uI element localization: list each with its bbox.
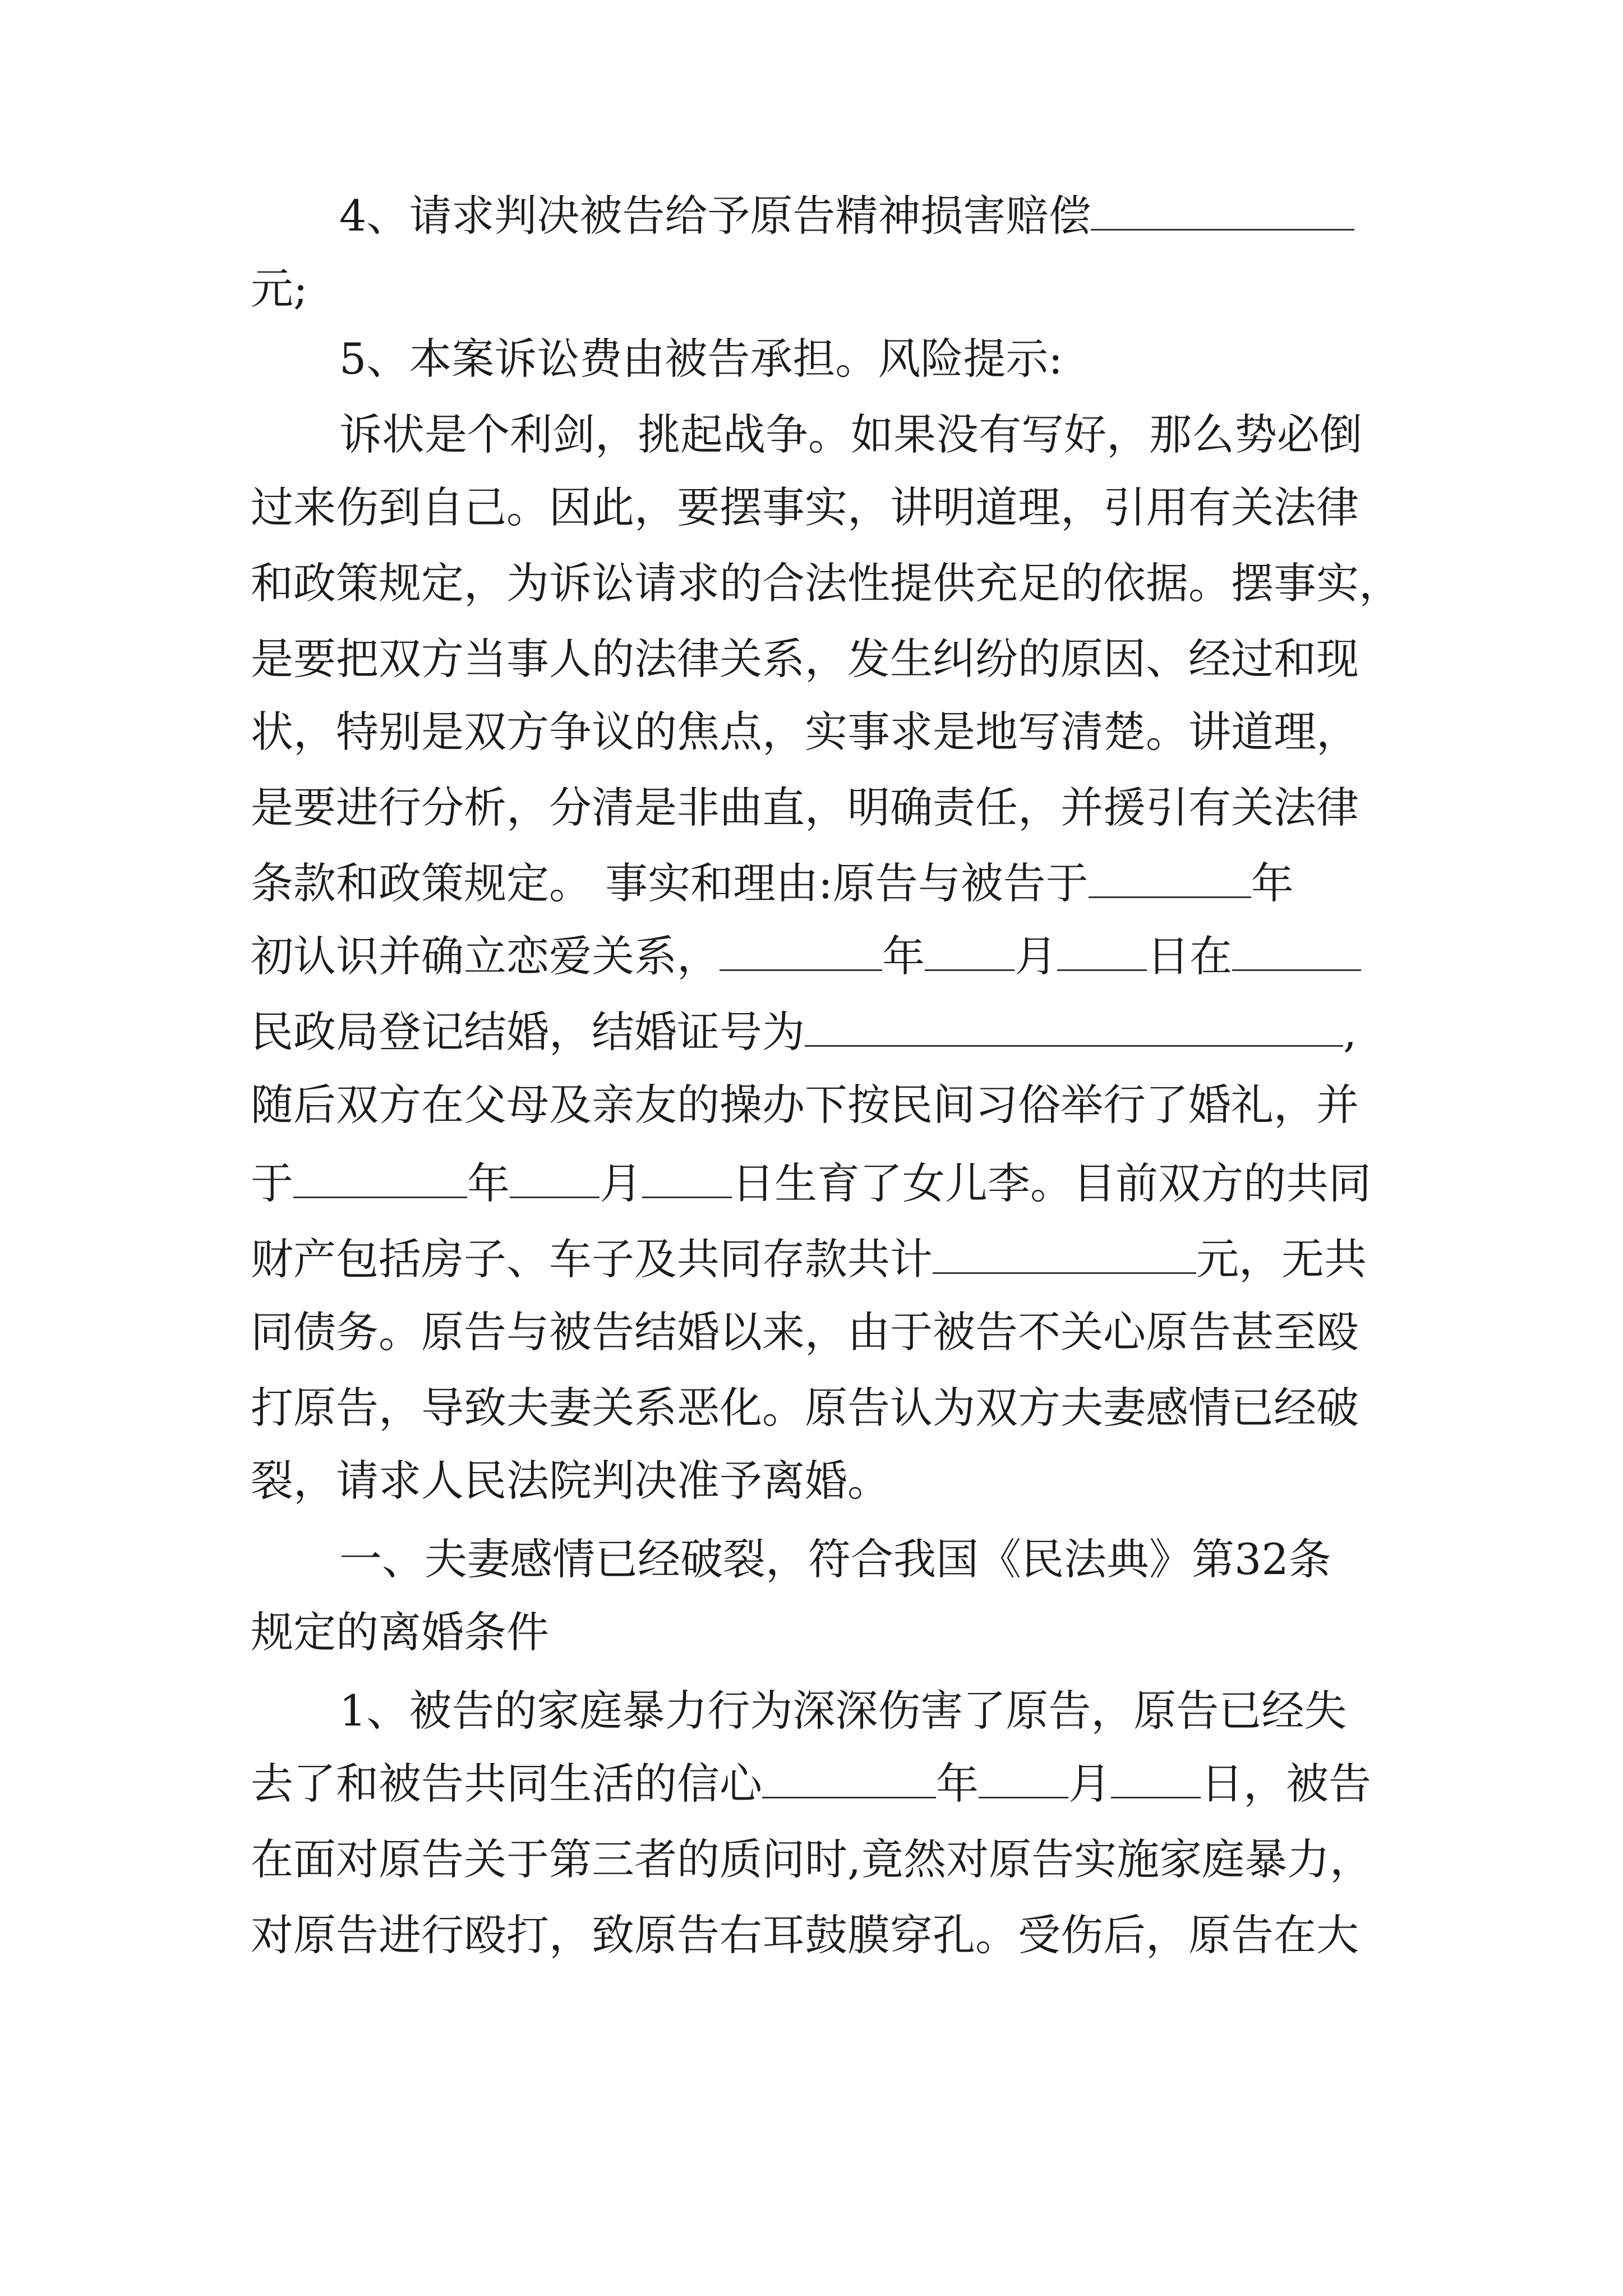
fill-in-blank: [762, 1756, 936, 1798]
fill-in-blank: [510, 1156, 600, 1198]
fill-in-blank: [979, 1756, 1068, 1798]
text-segment: 日，被告: [1201, 1759, 1371, 1809]
text-segment: 是要进行分析，分清是非曲直，明确责任，并援引有关法律: [251, 783, 1359, 832]
text-line: [251, 1442, 1372, 1520]
text-line: [251, 769, 1372, 847]
text-segment: 条款和政策规定。 事实和理由:原告与被告于: [251, 858, 1089, 908]
text-segment: 于: [251, 1158, 293, 1208]
text-segment: 元;: [251, 264, 308, 314]
text-line: [339, 320, 1461, 398]
text-segment: 去了和被告共同生活的信心: [251, 1759, 762, 1809]
text-segment: 年: [882, 931, 925, 981]
text-segment: 初认识并确立恋爱关系，: [251, 931, 720, 981]
text-segment: 是要把双方当事人的法律关系，发生纠纷的原因、经过和现: [251, 634, 1359, 684]
text-segment: 1、被告的家庭暴力行为深深伤害了原告，原告已经失: [339, 1686, 1347, 1736]
text-line: [251, 468, 1372, 547]
text-line: [251, 1369, 1372, 1447]
text-line: [251, 1896, 1372, 1975]
text-line: [251, 544, 1401, 623]
fill-in-blank: [1111, 1756, 1201, 1798]
fill-in-blank: [805, 1005, 1343, 1047]
text-segment: 对原告进行殴打，致原告右耳鼓膜穿孔。受伤后，原告在大: [251, 1910, 1359, 1960]
text-segment: 规定的离婚条件: [251, 1607, 549, 1657]
text-segment: ,: [1343, 1007, 1357, 1057]
text-segment: 和政策规定，为诉讼请求的合法性提供充足的依据。摆事实，: [251, 558, 1401, 608]
text-segment: 打原告，导致夫妻关系恶化。原告认为双方夫妻感情已经破: [251, 1383, 1359, 1433]
text-line: [251, 844, 1372, 923]
text-segment: 过来伤到自己。因此，要摆事实，讲明道理，引用有关法律: [251, 482, 1359, 532]
text-line: [339, 395, 1461, 474]
text-segment: 年: [467, 1158, 510, 1208]
text-line: [251, 1593, 1372, 1672]
text-line: [251, 1144, 1372, 1223]
text-segment: 月: [600, 1158, 642, 1208]
text-line: [339, 1672, 1461, 1750]
text-line: [251, 993, 1372, 1071]
text-line: [251, 250, 1372, 328]
text-line: [251, 1745, 1372, 1823]
fill-in-blank: [720, 929, 882, 971]
fill-in-blank: [1057, 929, 1147, 971]
text-line: [251, 1220, 1372, 1299]
text-line: [339, 1520, 1461, 1599]
text-line: [251, 1066, 1372, 1144]
text-segment: 财产包括房子、车子及共同存款共计: [251, 1234, 933, 1284]
text-line: [339, 177, 1461, 255]
text-segment: 年: [1251, 858, 1294, 908]
text-segment: 月: [1015, 931, 1057, 981]
text-segment: 在面对原告关于第三者的质问时,竟然对原告实施家庭暴力，: [251, 1834, 1373, 1884]
text-line: [251, 693, 1372, 771]
text-segment: 日生育了女儿李。目前双方的共同: [732, 1158, 1371, 1208]
fill-in-blank: [1089, 856, 1251, 898]
text-segment: 元，无共: [1196, 1234, 1367, 1284]
text-segment: 5、本案诉讼费由被告承担。风险提示:: [339, 334, 1063, 384]
text-segment: 日在: [1147, 931, 1232, 981]
text-line: [251, 1820, 1372, 1899]
fill-in-blank: [925, 929, 1015, 971]
text-segment: 年: [936, 1759, 979, 1809]
fill-in-blank: [933, 1232, 1196, 1274]
text-line: [251, 1293, 1372, 1372]
text-segment: 随后双方在父母及亲友的操办下按民间习俗举行了婚礼，并: [251, 1080, 1359, 1130]
text-line: [251, 620, 1372, 698]
text-segment: 状，特别是双方争议的焦点，实事求是地写清楚。讲道理，: [251, 707, 1359, 757]
text-segment: 4、请求判决被告给予原告精神损害赔偿: [339, 191, 1091, 241]
text-segment: 诉状是个利剑，挑起战争。如果没有写好，那么势必倒: [339, 409, 1362, 459]
text-segment: 同债务。原告与被告结婚以来，由于被告不关心原告甚至殴: [251, 1307, 1359, 1357]
text-segment: 一、夫妻感情已经破裂，符合我国《民法典》第32条: [339, 1534, 1331, 1584]
text-segment: 裂，请求人民法院判决准予离婚。: [251, 1456, 890, 1506]
fill-in-blank: [293, 1156, 467, 1198]
text-segment: 民政局登记结婚，结婚证号为: [251, 1007, 805, 1057]
text-segment: 月: [1068, 1759, 1111, 1809]
fill-in-blank: [1232, 929, 1361, 971]
fill-in-blank: [642, 1156, 732, 1198]
fill-in-blank: [1091, 188, 1354, 231]
text-line: [251, 917, 1372, 996]
